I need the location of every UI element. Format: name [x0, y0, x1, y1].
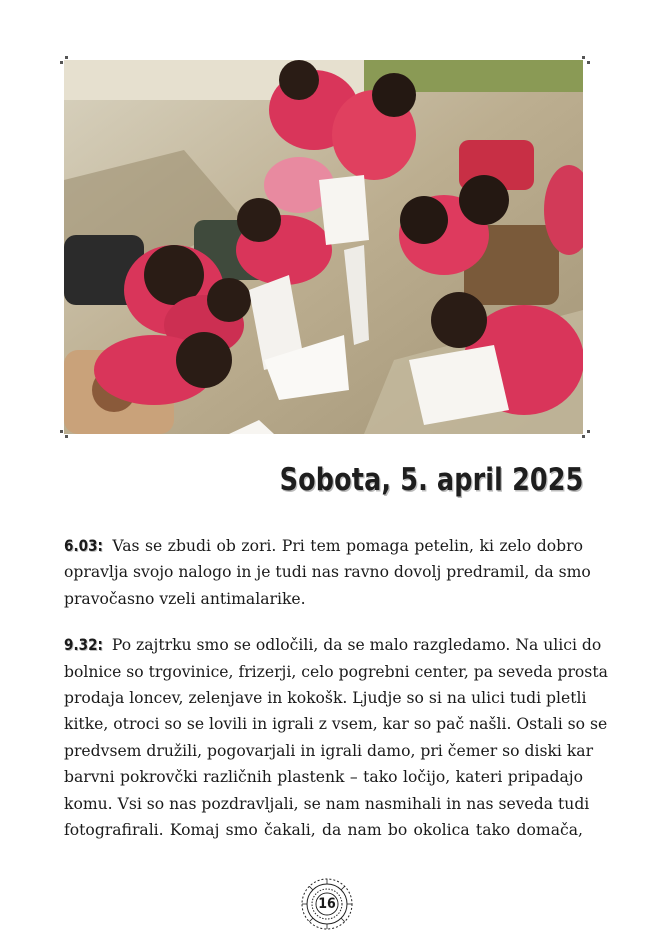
entry-time: 6.03:	[64, 536, 103, 555]
entry-text-line: kitke, otroci so se lovili in igrali z vsem, kar so pač našli. Ostali so se	[64, 715, 608, 734]
photo-illustration	[64, 60, 583, 434]
entry-text-line: fotografirali. Komaj smo čakali, da nam bo okolica tako domača,	[64, 821, 583, 840]
page-number-badge	[299, 876, 355, 932]
corner-ornament	[576, 424, 590, 438]
entry-text-line: opravlja svojo nalogo in je tudi nas ravno dovolj predramil, da smo	[64, 563, 591, 582]
entry-text-line: barvni pokrovčki različnih plastenk – tako ločijo, kateri pripadajo	[64, 768, 583, 787]
diary-entry	[64, 632, 608, 843]
entry-text-line: predvsem družili, pogovarjali in igrali damo, pri čemer so diski kar	[64, 741, 594, 760]
entry-text-line: Po zajtrku smo se odločili, da se malo razgledamo. Na ulici do	[106, 636, 602, 655]
photo-children-reading	[64, 60, 583, 434]
page-number: 16	[318, 896, 336, 912]
entry-text-line: Vas se zbudi ob zori. Pri tem pomaga petelin, ki zelo dobro	[106, 537, 583, 555]
entry-time: 9.32:	[64, 635, 103, 655]
page-title: Sobota, 5. april 2025	[279, 462, 583, 498]
entry-text-line: komu. Vsi so nas pozdravljali, se nam nasmihali in nas seveda tudi	[64, 794, 590, 813]
corner-ornament	[60, 424, 74, 438]
corner-ornament	[60, 56, 74, 70]
entry-text-line: pravočasno vzeli antimalarike.	[64, 589, 306, 608]
corner-ornament	[576, 56, 590, 70]
diary-entries	[64, 533, 608, 863]
entry-text-line: bolnice so trgovinice, frizerji, celo pogrebni center, pa seveda prosta	[64, 662, 608, 681]
diary-entry	[64, 533, 591, 612]
entry-text-line: prodaja loncev, zelenjave in kokošk. Ljudje so si na ulici tudi pletli	[64, 689, 587, 708]
